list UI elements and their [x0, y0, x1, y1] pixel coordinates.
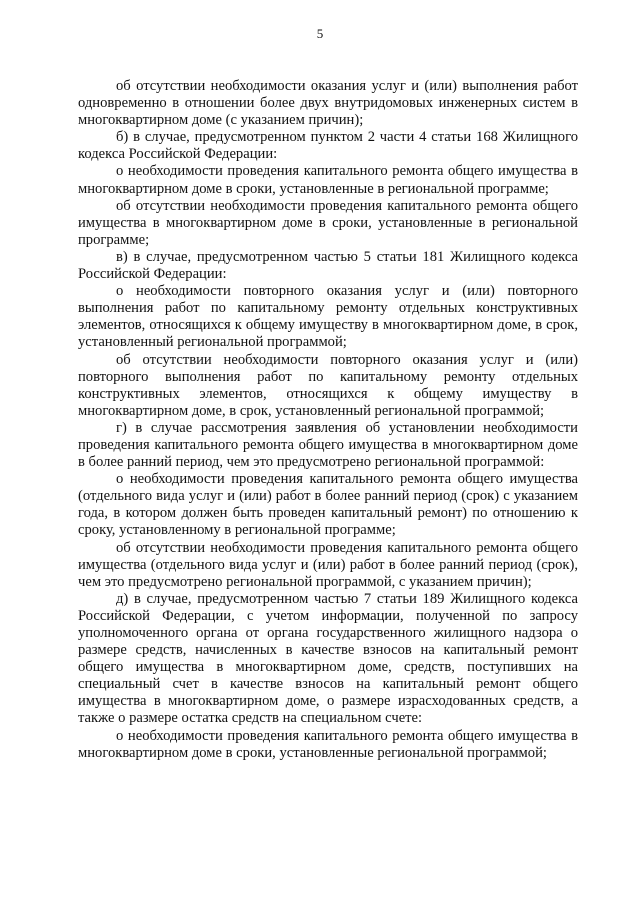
paragraph-item-v: в) в случае, предусмотренном частью 5 статьи 181 Жилищного кодекса Российской Федерации: — [78, 248, 578, 283]
paragraph-b-absence: об отсутствии необходимости проведения капитального ремонта общего имущества в многоквартирном доме в сроки, установленные в региональной программе; — [78, 197, 578, 248]
paragraph-v-necessity: о необходимости повторного оказания услуг и (или) повторного выполнения работ по капитальному ремонту отдельных конструктивных элементов, относящихся к общему имуществу в многоквартирном доме, в срок, установленный региональной программой; — [78, 283, 578, 351]
paragraph-item-d: д) в случае, предусмотренном частью 7 статьи 189 Жилищного кодекса Российской Федерации, с учетом информации, полученной по запросу уполномоченного органа от органа государственного жилищного надзора о размере средств, начисленных в качестве взносов на капитальный ремонт общего имущества в многоквартирном доме, средств, поступивших на специальный счет в качестве взносов на капитальный ремонт общего имущества в многоквартирном доме, о размере израсходованных средств, а также о размере остатка средств на специальном счете: — [78, 590, 578, 727]
paragraph-g-necessity: о необходимости проведения капитального ремонта общего имущества (отдельного вида услуг и (или) работ в более ранний период (срок) с указанием года, в котором должен быть проведен капитальный ремонт) по отношению к сроку, установленному в региональной программе; — [78, 471, 578, 539]
paragraph-b-necessity: о необходимости проведения капитального ремонта общего имущества в многоквартирном доме в сроки, установленные в региональной программе; — [78, 163, 578, 197]
paragraph-g-absence: об отсутствии необходимости проведения капитального ремонта общего имущества (отдельного вида услуг и (или) работ в более ранний период (срок), чем это предусмотрено региональной программой, с указанием причин); — [78, 539, 578, 590]
paragraph-v-absence: об отсутствии необходимости повторного оказания услуг и (или) повторного выполнения работ по капитальному ремонту отдельных конструктивных элементов, относящихся к общему имуществу в многоквартирном доме, в срок, установленный региональной программой; — [78, 351, 578, 419]
paragraph-ventilation-absence: об отсутствии необходимости оказания услуг и (или) выполнения работ одновременно в отношении более двух внутридомовых инженерных систем в многоквартирном доме (с указанием причин); — [78, 78, 578, 129]
paragraph-item-g: г) в случае рассмотрения заявления об установлении необходимости проведения капитального ремонта общего имущества в многоквартирном доме в более ранний период, чем это предусмотрено региональной программой: — [78, 419, 578, 471]
paragraph-d-necessity: о необходимости проведения капитального ремонта общего имущества в многоквартирном доме в сроки, установленные региональной программой; — [78, 727, 578, 761]
document-body — [78, 78, 578, 762]
paragraph-item-b: б) в случае, предусмотренном пунктом 2 части 4 статьи 168 Жилищного кодекса Российской Федерации: — [78, 129, 578, 163]
page-number: 5 — [316, 26, 324, 41]
